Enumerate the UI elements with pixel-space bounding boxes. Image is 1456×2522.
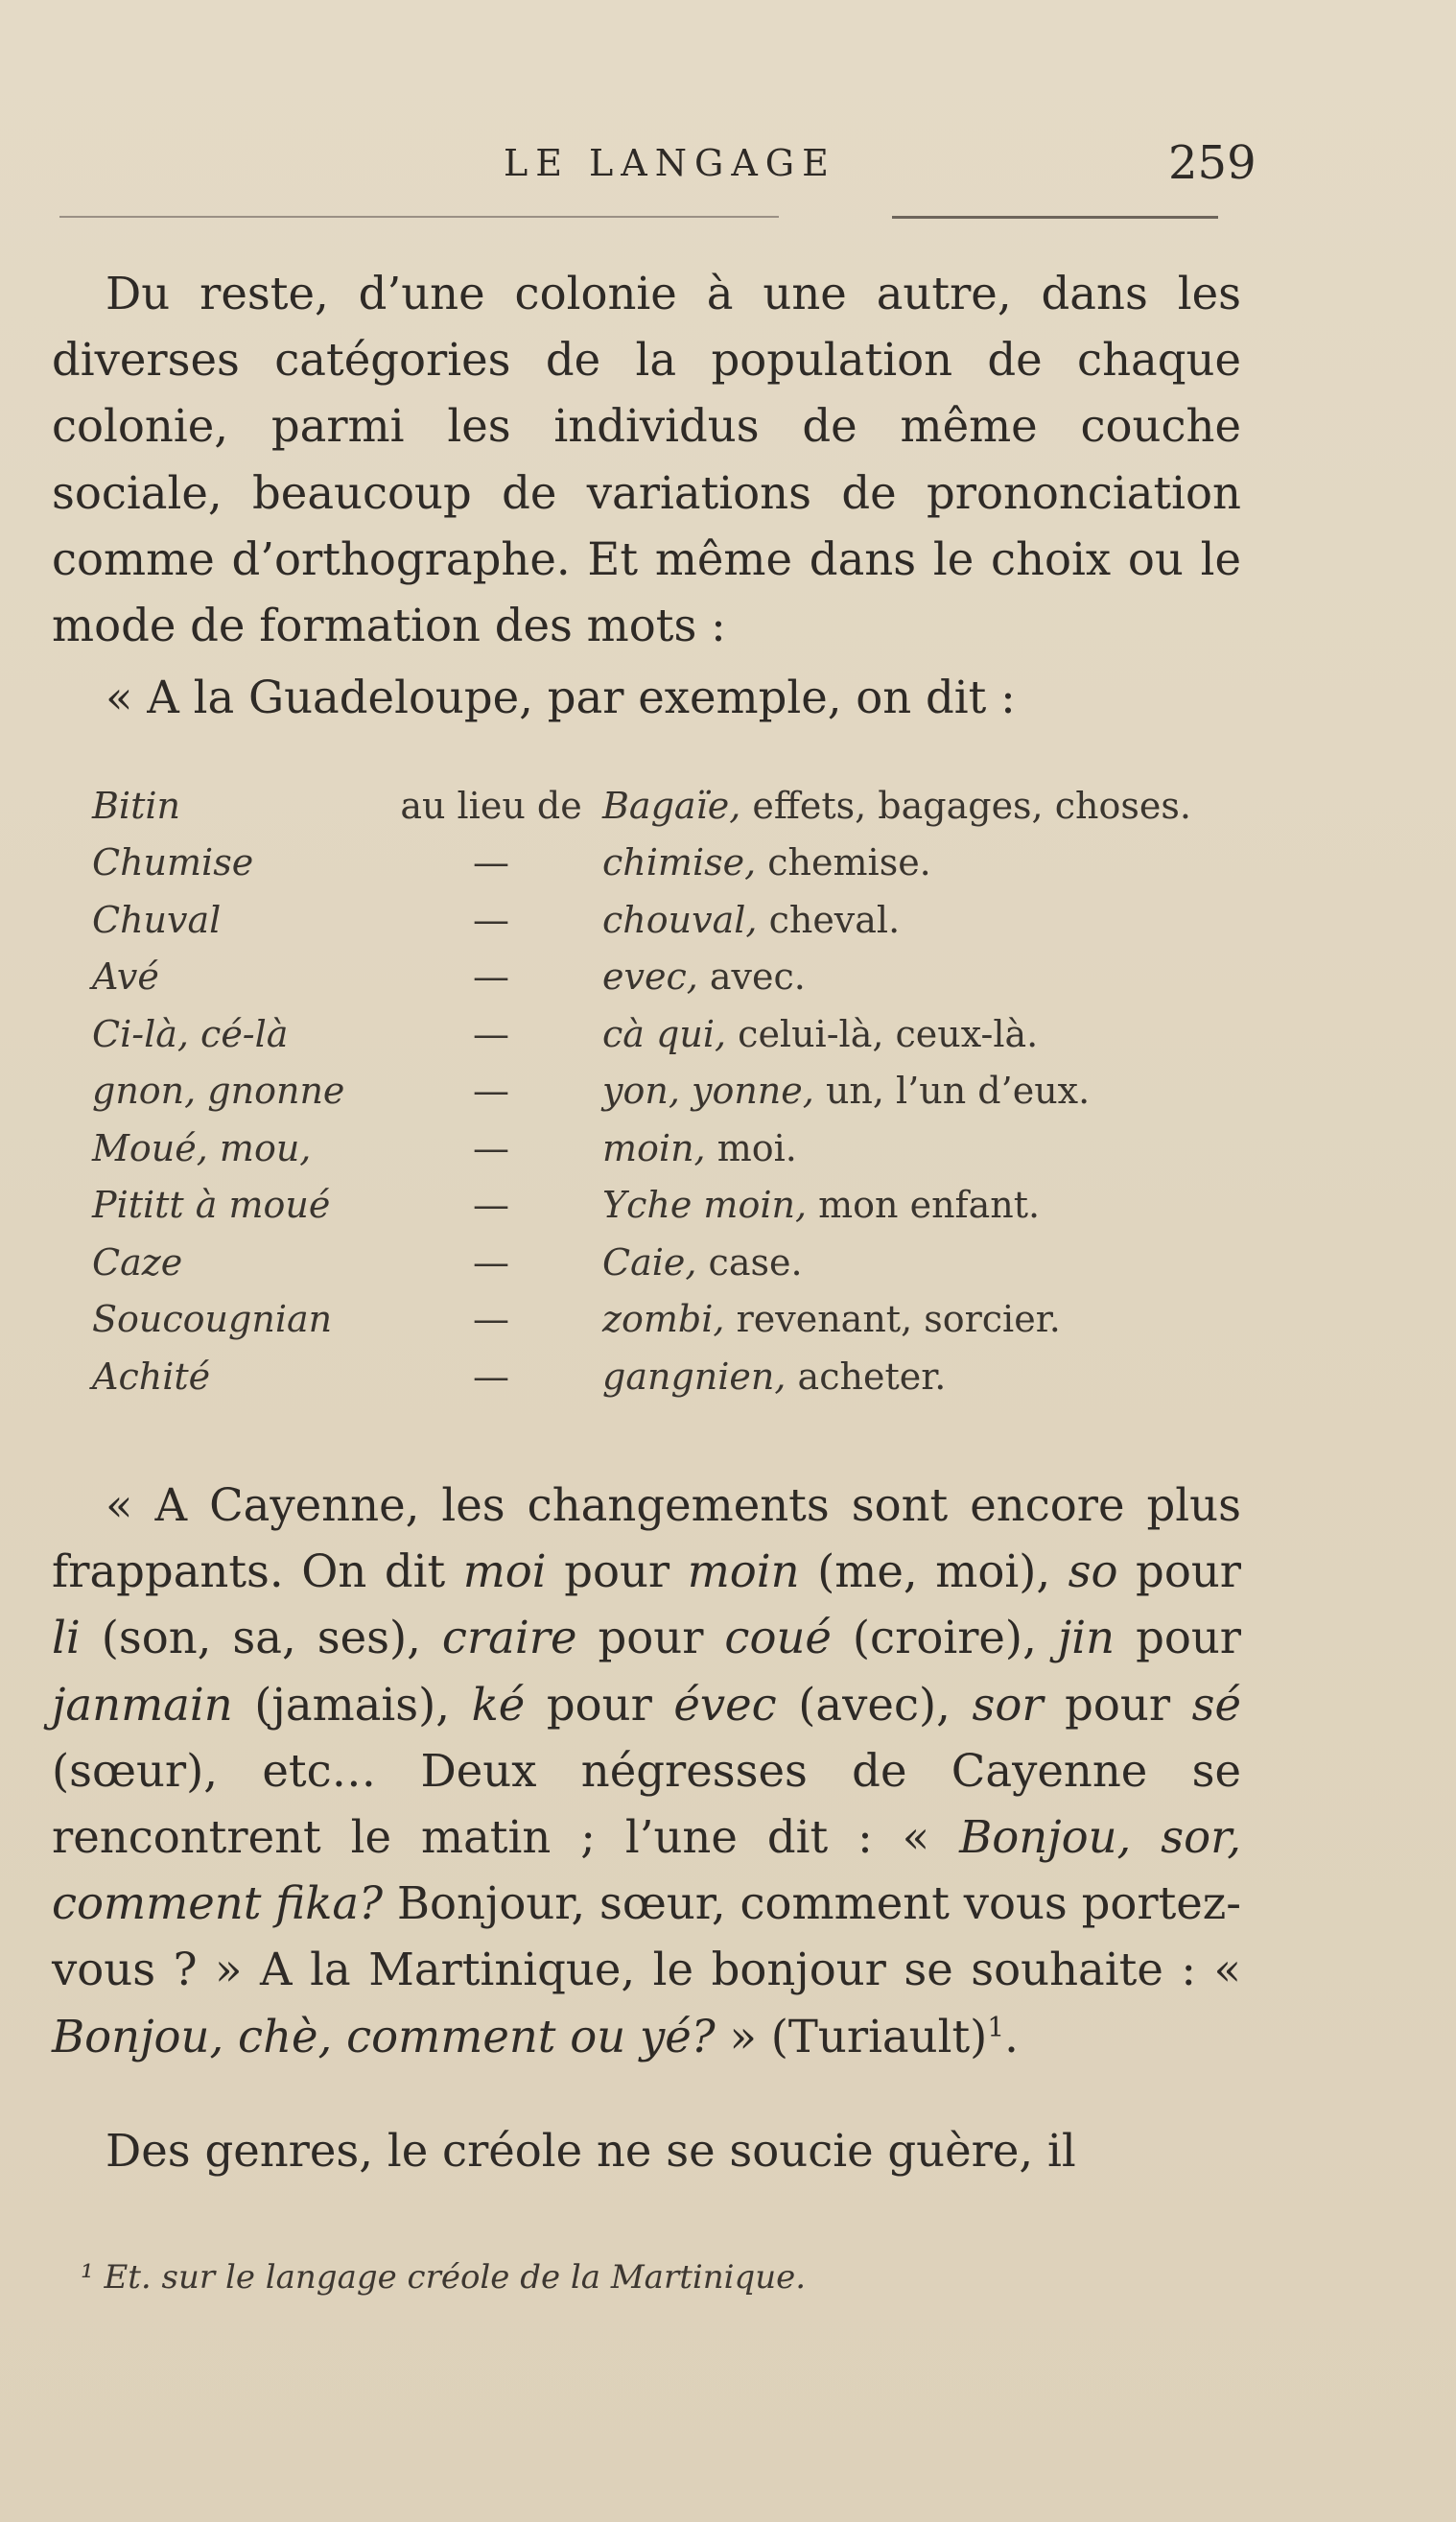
glossary-term: Caze [92,1240,183,1284]
footnote-reference: 1 [987,2011,1005,2043]
glossary-meaning: avec. [709,955,806,999]
glossary-definition [602,777,1191,835]
text-run: (croire), [831,1612,1058,1664]
glossary-row [92,1005,1191,1063]
glossary-connector: — [473,955,509,999]
glossary-definition [602,1005,1191,1063]
page-header [0,136,1456,200]
glossary-creole-word: chimise, [602,841,757,884]
glossary-row [92,1234,1191,1291]
glossary-creole-word: evec, [602,955,698,999]
creole-word: janmain [52,1678,233,1731]
glossary-definition [602,1063,1191,1120]
glossary-connector: — [473,1126,509,1169]
text-run: pour [1117,1545,1241,1598]
glossary-creole-word: Caie, [602,1240,697,1284]
glossary-connector: — [473,1070,509,1113]
glossary-meaning: acheter. [797,1355,947,1398]
glossary-definition [602,949,1191,1006]
glossary-term: Chuval [92,898,222,941]
glossary-connector: — [473,898,509,941]
creole-word: li [52,1612,81,1664]
glossary-creole-word: Bagaïe, [602,784,741,827]
text-run: . [1004,2010,1019,2062]
glossary-meaning: mon enfant. [818,1184,1041,1227]
text-run: (sœur), etc… Deux négresses de Cayenne se rencontrent le matin ; l’une dit : « [52,1744,1241,1864]
glossary-term: Avé [92,955,159,999]
paragraph-intro [52,261,1241,659]
paragraph-genres [52,2118,1241,2184]
glossary-definition [602,1120,1191,1177]
glossary-row [92,1291,1191,1349]
text-run: (me, moi), [799,1545,1069,1598]
glossary-meaning: celui-là, ceux-là. [738,1012,1039,1055]
glossary-definition [602,835,1191,892]
glossary-meaning: case. [708,1240,803,1284]
glossary-term: Moué, mou, [92,1126,312,1169]
creole-word: moin [687,1545,800,1598]
text-run: pour [1115,1612,1242,1664]
creole-quote: Bonjou, chè, comment ou yé? [52,2010,716,2062]
glossary-definition [602,891,1191,949]
glossary-creole-word: yon, yonne, [602,1070,814,1113]
glossary-meaning: un, l’un d’eux. [825,1070,1091,1113]
glossary-body [92,777,1191,1405]
glossary-row [92,1063,1191,1120]
text-run: « A Cayenne, les changements sont encore plus frappants. On dit [52,1479,1241,1598]
text-run: (jamais), [232,1678,472,1731]
creole-word: moi [462,1545,547,1598]
page-number: 259 [1168,136,1256,190]
paragraph-text [52,1473,1241,2070]
glossary-definition [602,1177,1191,1235]
glossary-row [92,949,1191,1006]
glossary-row [92,777,1191,835]
glossary-term: gnon, gnonne [92,1070,345,1113]
paragraph-text: Des genres, le créole ne se soucie guère, il [106,2125,1076,2177]
glossary-term: Soucougnian [92,1298,333,1341]
creole-word: jin [1057,1612,1115,1664]
glossary-connector: — [473,1012,509,1055]
creole-glossary-table [92,777,1191,1405]
glossary-definition [602,1291,1191,1349]
paragraph-cayenne [52,1473,1241,2070]
glossary-meaning: revenant, sorcier. [736,1298,1061,1341]
glossary-creole-word: chouval, [602,898,758,941]
header-rule-right [892,216,1218,219]
text-run: pour [1043,1678,1192,1731]
paragraph-guadeloupe [52,665,1241,731]
creole-word: sor [972,1678,1044,1731]
glossary-term: Bitin [92,784,180,827]
glossary-term: Ci-là, cé-là [92,1012,289,1055]
creole-word: coué [724,1612,832,1664]
glossary-meaning: cheval. [768,898,901,941]
glossary-connector: — [473,841,509,884]
glossary-connector: — [473,1240,509,1284]
glossary-creole-word: gangnien, [602,1355,787,1398]
creole-word: ké [471,1678,526,1731]
text-run: (son, sa, ses), [80,1612,442,1664]
creole-quote: Bonjou, sor, comment fika? [52,1811,1242,1930]
text-run: pour [546,1545,688,1598]
glossary-term: Achité [92,1355,211,1398]
text-run: (avec), [776,1678,973,1731]
glossary-connector: au lieu de [400,784,582,827]
creole-word: so [1068,1545,1118,1598]
glossary-creole-word: Yche moin, [602,1184,808,1227]
glossary-meaning: chemise. [767,841,931,884]
text-run: » (Turiault) [715,2010,988,2062]
glossary-connector: — [473,1184,509,1227]
paragraph-text: « A la Guadeloupe, par exemple, on dit : [106,672,1016,723]
glossary-meaning: effets, bagages, choses. [752,784,1191,827]
glossary-definition [602,1348,1191,1405]
glossary-connector: — [473,1298,509,1341]
running-title: LE LANGAGE [504,142,836,184]
glossary-row [92,835,1191,892]
text-run: pour [525,1678,674,1731]
text-run: pour [576,1612,725,1664]
footnote [81,2258,806,2297]
glossary-creole-word: cà qui, [602,1012,727,1055]
footnote-marker: ¹ [81,2258,94,2297]
paragraph-text: Du reste, d’une colonie à une autre, dans les diverses catégories de la population de chaque colonie, parmi les individus de même couche sociale, beaucoup de variations de prononciation comme d’orthographe. Et même dans le choix ou le mode de formation des mots : [52,268,1241,652]
creole-word: sé [1191,1678,1242,1731]
glossary-row [92,1348,1191,1405]
glossary-term: Chumise [92,841,254,884]
footnote-text: Et. sur le langage créole de la Martinique. [104,2258,807,2297]
glossary-creole-word: zombi, [602,1298,725,1341]
glossary-meaning: moi. [716,1126,797,1169]
creole-word: craire [441,1612,577,1664]
glossary-connector: — [473,1355,509,1398]
creole-word: évec [673,1678,777,1731]
glossary-row [92,1177,1191,1235]
glossary-definition [602,1234,1191,1291]
glossary-creole-word: moin, [602,1126,706,1169]
text-run: Bonjour, sœur, comment vous portez-vous ? » A la Martinique, le bonjour se souhaite : « [52,1877,1241,1996]
glossary-term: Pititt à moué [92,1184,331,1227]
glossary-row [92,1120,1191,1177]
glossary-row [92,891,1191,949]
header-rule-left [59,216,779,218]
